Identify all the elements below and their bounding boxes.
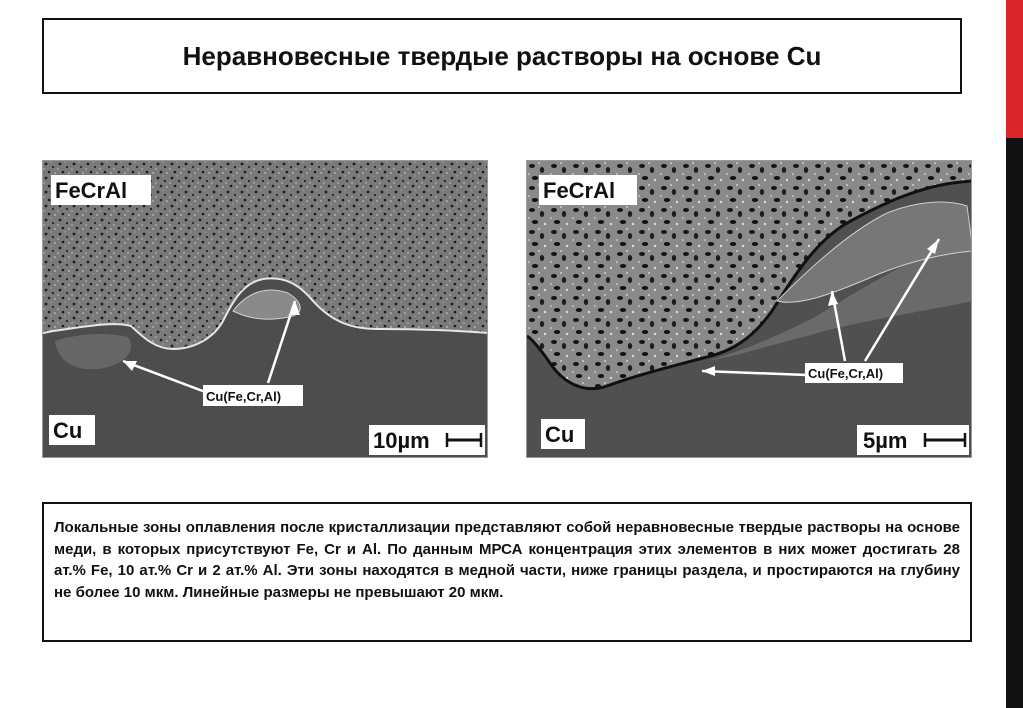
description-box bbox=[42, 502, 972, 642]
scale-bar-label: 10µm bbox=[373, 428, 430, 453]
accent-bar-red bbox=[1006, 0, 1023, 138]
bottom-label: Cu bbox=[545, 422, 575, 447]
annotation-label: Cu(Fe,Cr,Al) bbox=[808, 366, 884, 381]
micrograph-left bbox=[42, 160, 488, 458]
micrograph-right bbox=[526, 160, 972, 458]
title-box bbox=[42, 18, 962, 94]
accent-bar-black bbox=[1006, 138, 1023, 708]
description-text: Локальные зоны оплавления после кристаллизации представляют собой неравновесные твердые растворы на основе меди, в которых присутствуют Fe, Cr и Al. По данным МРСА концентрация этих элементов в них может достигать 28 ат.% Fe, 10 ат.% Cr и 2 ат.% Al. Эти зоны находятся в медной части, ниже границы раздела, и простираются на глубину не более 10 мкм. Линейные размеры не превышают 20 мкм. bbox=[54, 519, 960, 601]
annotation-label: Cu(Fe,Cr,Al) bbox=[206, 389, 282, 404]
micrograph-left-image bbox=[43, 161, 488, 458]
micrograph-right-image bbox=[527, 161, 972, 458]
top-label: FeCrAl bbox=[543, 178, 616, 203]
bottom-label: Cu bbox=[53, 418, 83, 443]
top-label: FeCrAl bbox=[55, 178, 128, 203]
scale-bar-label: 5µm bbox=[863, 428, 908, 453]
slide-title: Неравновесные твердые растворы на основе Cu bbox=[182, 40, 822, 71]
